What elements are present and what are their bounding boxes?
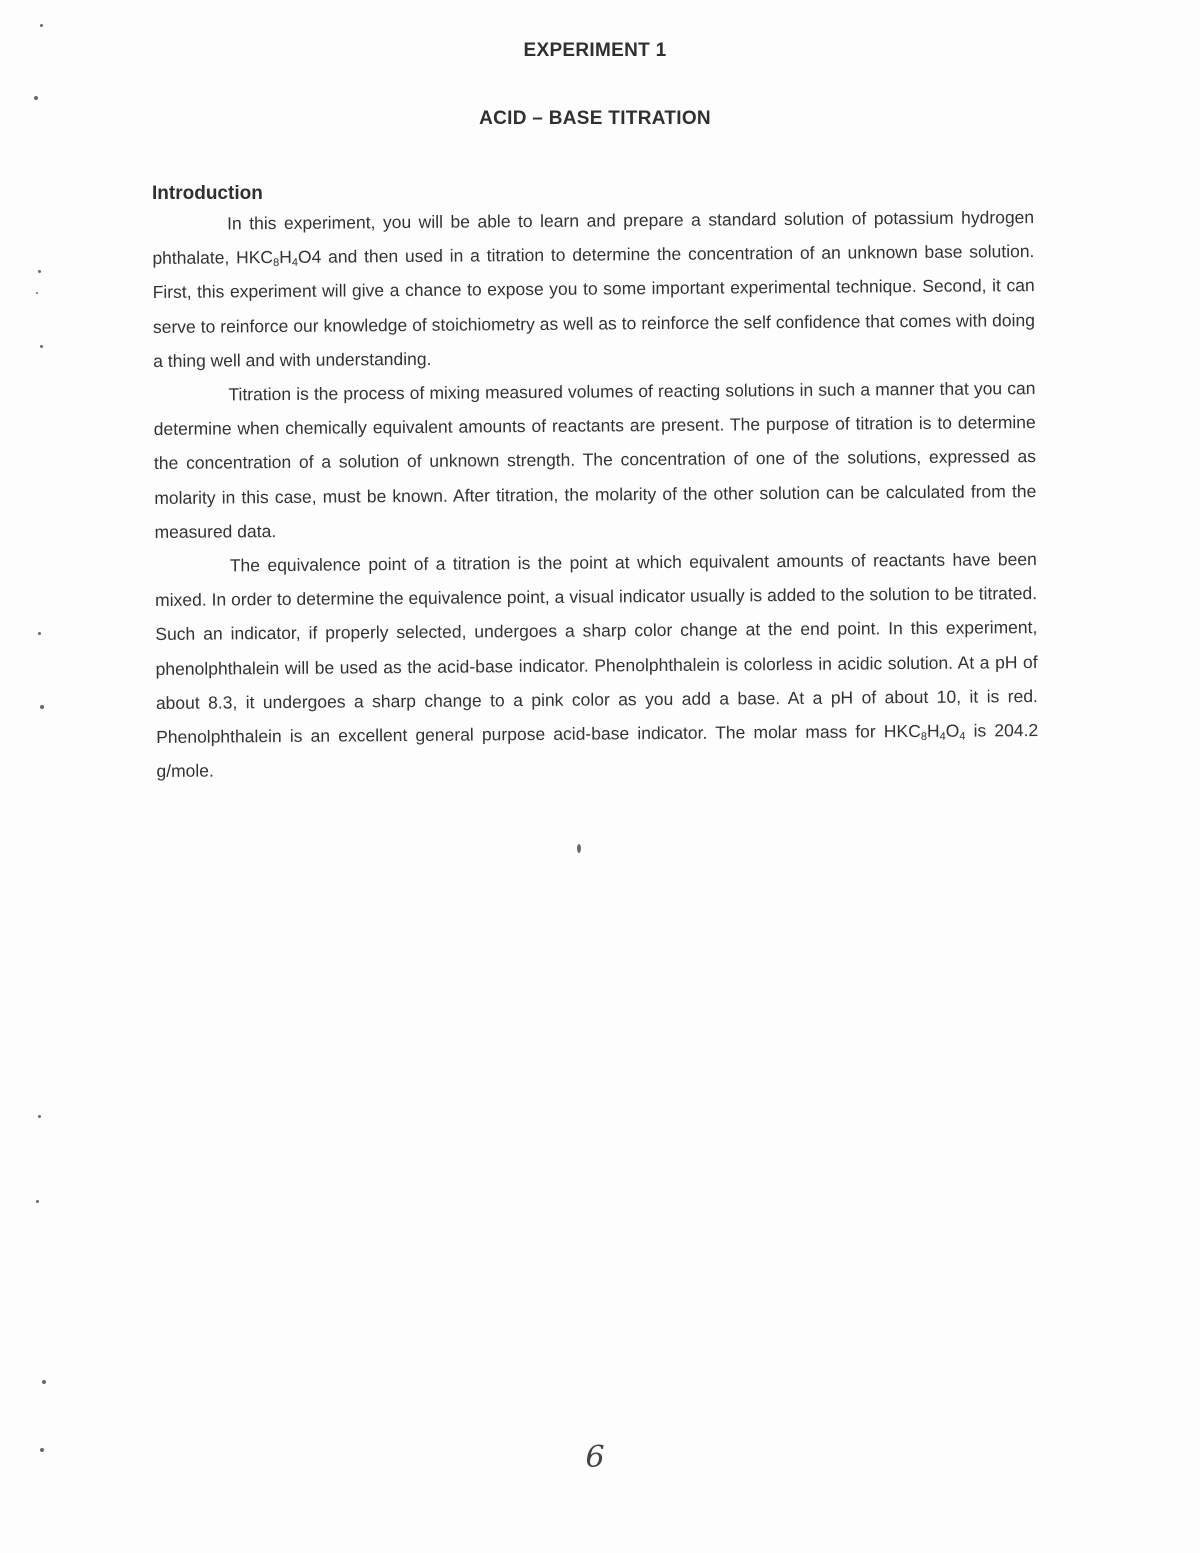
paragraph-2 <box>153 371 1036 549</box>
page-number: 6 <box>585 1440 605 1475</box>
scan-speck <box>40 705 44 709</box>
subscript-text: 8 <box>920 730 928 744</box>
paragraph-text: O4 and then used in a titration to determine the concentration of an unknown base solution. First, this experiment will give a chance to expose you to some important experimental technique. Second, it can serve to reinforce our knowledge of stoichiometry as well as to reinforce the self confidence that comes with doing a thing well and with understanding. <box>152 241 1035 371</box>
paragraph-text: H <box>926 720 940 741</box>
paragraph-text: In this experiment, you will be able to learn and prepare a standard solution of potassium hydrogen phthalate, HKC <box>152 207 1035 269</box>
subscript-text: 4 <box>939 730 946 743</box>
paragraph-text: O <box>945 720 960 741</box>
section-heading: Introduction <box>152 183 263 204</box>
scan-speck <box>38 632 41 635</box>
paragraph-text: H <box>279 247 292 268</box>
scan-speck <box>34 96 38 100</box>
scan-speck <box>38 270 41 273</box>
subscript-text: 4 <box>291 257 299 270</box>
experiment-title: ACID – BASE TITRATION <box>479 108 711 129</box>
introduction-body <box>152 200 1039 788</box>
paragraph-3 <box>155 542 1039 788</box>
experiment-number: EXPERIMENT 1 <box>523 40 667 61</box>
scan-speck <box>38 1115 41 1118</box>
scan-speck <box>577 844 581 853</box>
scan-speck <box>40 24 43 27</box>
subscript-text: 8 <box>273 257 280 270</box>
scan-speck <box>42 1380 46 1384</box>
scan-speck <box>40 345 43 348</box>
scan-speck <box>36 292 38 294</box>
paragraph-text: The equivalence point of a titration is the point at which equivalent amounts of reactants have been mixed. In order to determine the equivalence point, a visual indicator usually is added to the solution to be titrated. Such an indicator, if properly selected, undergoes a sharp color change at the end point. In this experiment, phenolphthalein will be used as the acid-base indicator. Phenolphthalein is colorless in acidic solution. At a pH of about 8.3, it undergoes a sharp change to a pink color as you add a base. At a pH of about 10, it is red. Phenolphthalein is an excellent general purpose acid-base indicator. The molar mass for HKC <box>155 549 1038 748</box>
paragraph-1 <box>152 200 1035 378</box>
paragraph-text: is 204.2 g/mole. <box>156 720 1039 782</box>
subscript-text: 4 <box>959 730 966 743</box>
scan-speck <box>40 1448 44 1452</box>
paragraph-text: Titration is the process of mixing measured volumes of reacting solutions in such a manner that you can determine when chemically equivalent amounts of reactants are present. The purpose of titration is to determine the concentration of a solution of unknown strength. The concentration of one of the solutions, expressed as molarity in this case, must be known. After titration, the molarity of the other solution can be calculated from the measured data. <box>153 378 1037 542</box>
scan-speck <box>36 1200 39 1203</box>
